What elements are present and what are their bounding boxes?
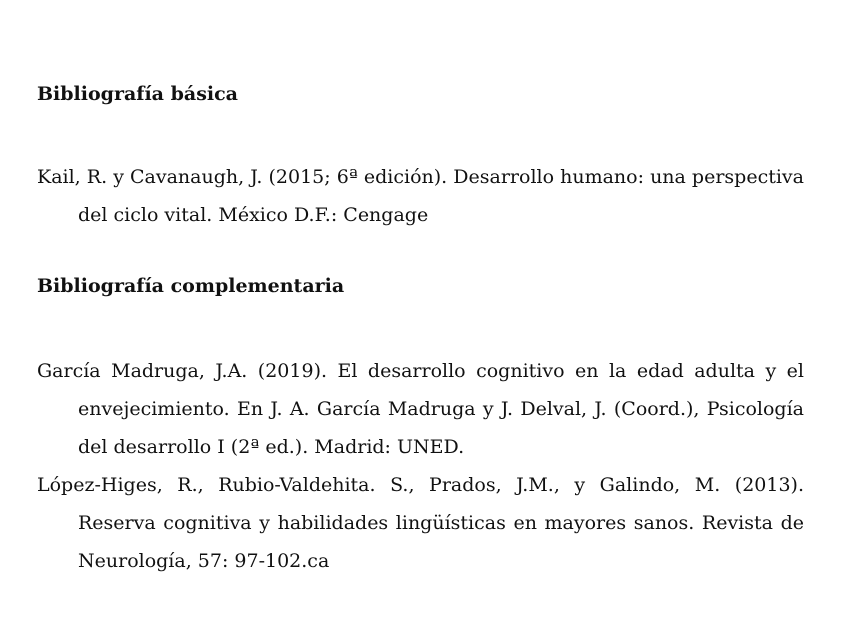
- heading-complementary-bibliography: Bibliografía complementaria: [37, 275, 345, 297]
- bibliography-entry-lopez-higes: López-Higes, R., Rubio-Valdehita. S., Prados, J.M., y Galindo, M. (2013). Reserva cognitiva y habilidades lingüísticas en mayores sanos. Revista de Neurología, 57: 97-102.ca: [37, 474, 804, 572]
- document-page: [37, 80, 804, 580]
- heading-basic-bibliography: Bibliografía básica: [37, 83, 238, 105]
- bibliography-entry-garcia-madruga: García Madruga, J.A. (2019). El desarrollo cognitivo en la edad adulta y el envejecimiento. En J. A. García Madruga y J. Delval, J. (Coord.), Psicología del desarrollo I (2ª ed.). Madrid: UNED.: [37, 360, 804, 458]
- bibliography-entry-kail: Kail, R. y Cavanaugh, J. (2015; 6ª edición). Desarrollo humano: una perspectiva del ciclo vital. México D.F.: Cengage: [37, 166, 804, 226]
